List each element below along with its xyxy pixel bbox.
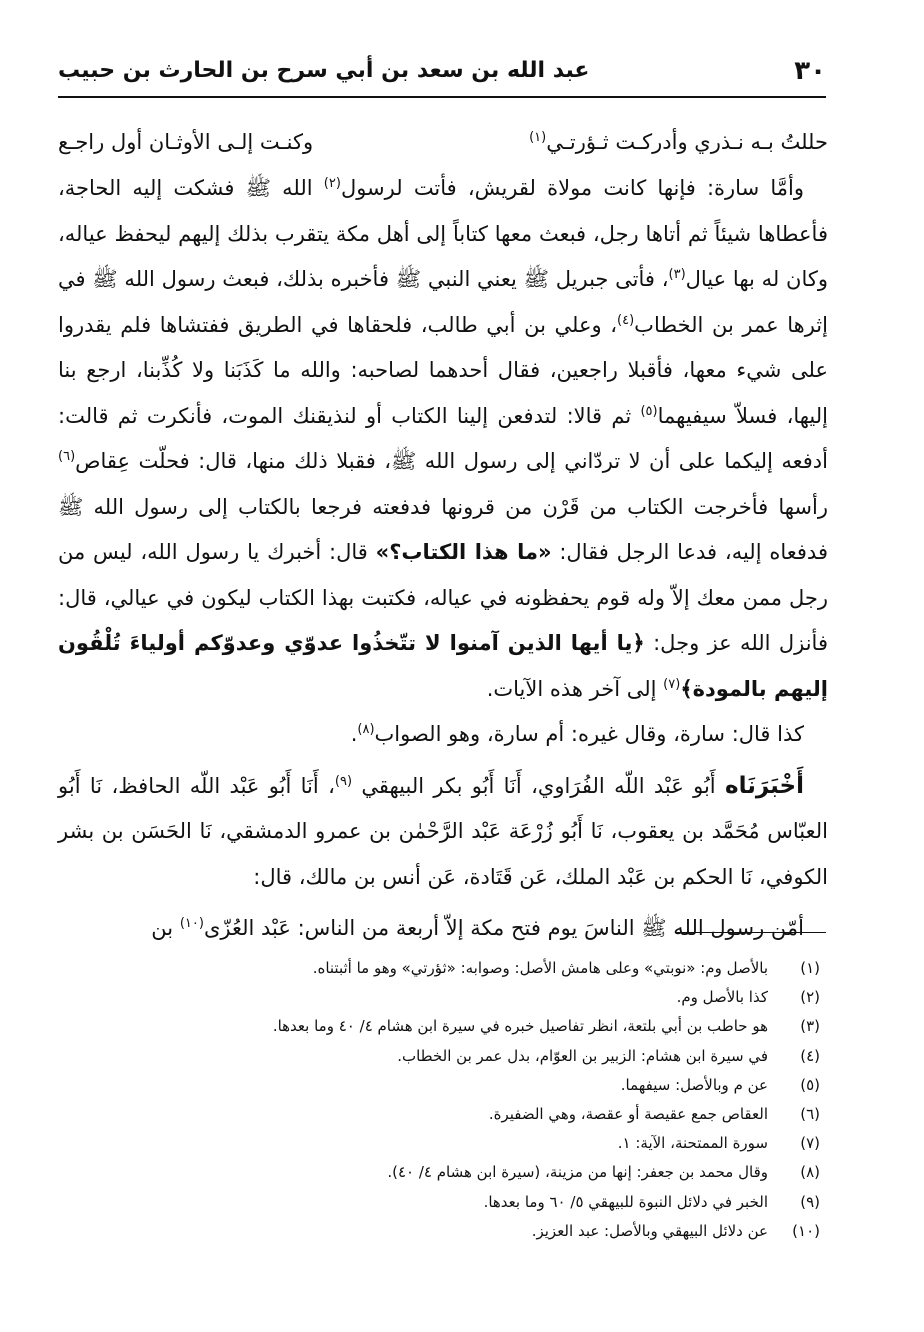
running-title: عبد الله بن سعد بن أبي سرح بن الحارث بن حبيب — [58, 58, 590, 83]
footnote-item — [120, 1012, 820, 1041]
footnote-number: (١٠) — [792, 1221, 820, 1240]
footnote-ref: (٣) — [668, 267, 686, 282]
footnote-ref: (٥) — [640, 403, 658, 419]
footnote-text: وقال محمد بن جعفر: إنها من مزينة، (سيرة ابن هشام ٤/ ٤٠). — [387, 1163, 768, 1182]
footnote-number: (٦) — [800, 1105, 820, 1124]
footnote-number: (٧) — [800, 1134, 820, 1153]
text-run: ، أَنَا أَبُو عَبْد اللّه الحافظ، نَا أَبُو العبّاس مُحَمَّد بن يعقوب، نَا أَبُو زُرْعَة عَبْد الرَّحْمٰن بن عمرو الدمشقي، نَا الحَسَن بن بشر الكوفي، نَا الحكم بن عَبْد الملك، عَن قَتَادة، عَن أنس بن مالك، قال: — [58, 773, 828, 889]
text-run: إلى آخر هذه الآيات. — [486, 676, 664, 701]
footnote-ref: (١) — [529, 130, 547, 145]
main-text — [58, 120, 828, 952]
footnote-item — [120, 954, 820, 983]
quran-verse: ﴿يا أيها الذين آمنوا لا تتّخذُوا عدوّي وعدوّكم أولياءَ تُلْقُون إليهم بالمودة﴾ — [58, 631, 828, 701]
footnote-ref: (٩) — [334, 773, 353, 789]
poem-first-hemistich — [529, 120, 828, 166]
text-run: أَبُو عَبْد اللّه الفُرَاوي، أَنَا أَبُو بكر البيهقي — [352, 773, 725, 798]
footnote-item — [120, 1129, 820, 1158]
footnote-ref: (١٠) — [179, 916, 204, 931]
footnote-text: العقاص جمع عقيصة أو عقصة، وهي الضفيرة. — [488, 1105, 768, 1124]
footnote-number: (٣) — [800, 1017, 820, 1036]
poem-second-hemistich: وكنـت إلـى الأوثـان أول راجـع — [58, 130, 314, 154]
paragraph-note-sara — [58, 712, 828, 758]
text-run: ، فأتى جبريل ﷺ يعني النبي ﷺ فأخبره بذلك، فبعث رسول الله ﷺ في إثرها عمر بن الخطاب — [58, 267, 828, 337]
text-run: أمّن رسول الله ﷺ الناسَ يوم فتح مكة إلاّ أربعة من الناس: عَبْد العُزّى — [203, 916, 804, 940]
footnote-text: بالأصل وم: «نوبتي» وعلى هامش الأصل: وصوابه: «ثؤرتي» وهو ما أثبتناه. — [312, 959, 768, 977]
footnote-text: الخبر في دلائل النبوة للبيهقي ٥/ ٦٠ وما بعدها. — [483, 1192, 768, 1211]
footnote-text: كذا بالأصل وم. — [676, 988, 768, 1007]
footnote-number: (٨) — [800, 1163, 820, 1182]
footnote-ref: (٢) — [323, 176, 341, 191]
paragraph-sara-story — [58, 166, 828, 712]
footnote-item — [120, 1100, 820, 1129]
footnote-text: هو حاطب بن أبي بلتعة، انظر تفاصيل خبره في سيرة ابن هشام ٤/ ٤٠ وما بعدها. — [272, 1017, 768, 1036]
footnote-number: (٩) — [800, 1192, 820, 1211]
footnote-ref: (٧) — [663, 676, 681, 692]
header-rule — [58, 96, 826, 98]
text-run: وأمَّا سارة: فإنها كانت مولاة لقريش، فأتت لرسول — [340, 176, 804, 200]
text-run: رأسها فأخرجت الكتاب من قَرْن من قرونها فدفعته فرجعا بالكتاب إلى رسول الله ﷺ فدفعاه إليه، فدعا الرجل فقال: — [58, 494, 828, 564]
text-run: كذا قال: سارة، وقال غيره: أم سارة، وهو الصواب — [374, 722, 804, 746]
footnote-item — [120, 1217, 820, 1246]
footnote-ref: (٨) — [357, 722, 375, 737]
footnote-item — [120, 1188, 820, 1217]
footnote-number: (٢) — [800, 988, 820, 1007]
paragraph-isnad — [58, 764, 828, 901]
poem-first-hemistich-text: حللتُ بـه نـذري وأدركـت ثـؤرتـي — [546, 130, 828, 154]
prophet-quote: «ما هذا الكتاب؟» — [375, 540, 552, 564]
footnote-text: سورة الممتحنة، الآية: ١. — [617, 1134, 768, 1153]
page-number: ٣٠ — [794, 56, 826, 86]
footnote-item — [120, 1158, 820, 1187]
footnote-separator — [676, 932, 826, 933]
text-run: الله ﷺ فشكت إليه الحاجة، فأعطاها شيئاً ثم أتاها رجل، فبعث معها كتاباً إلى أهل مكة يتقرب بذلك إليهم ليحفظ عياله، وكان له بها عيال — [58, 176, 828, 291]
footnote-item — [120, 983, 820, 1012]
text-run: ثم قالا: لتدفعن إلينا الكتاب أو لنذيقنك الموت، فأنكرت ثم قالت: أدفعه إليكما على أن لا تردّاني إلى رسول الله ﷺ، فقبلا ذلك منها، قال: فحلّت عِقاص — [58, 403, 828, 473]
text-run: بن — [151, 916, 180, 940]
paragraph-hadith — [58, 906, 828, 952]
poem-verse — [58, 120, 828, 166]
footnote-text: عن دلائل البيهقي وبالأصل: عبد العزيز. — [531, 1221, 768, 1240]
footnote-item — [120, 1042, 820, 1071]
text-run: قال: أخبرك يا رسول الله، ليس من رجل ممن معك إلاّ وله قوم يحفظونه في عياله، فكتبت بهذا الكتاب ليكون في عيالي، قال: فأنزل الله عز وجل: — [58, 540, 828, 655]
footnote-number: (٥) — [800, 1075, 820, 1094]
footnote-number: (١) — [800, 959, 820, 977]
text-run: . — [350, 722, 358, 746]
footnote-ref: (٤) — [617, 312, 635, 328]
footnote-number: (٤) — [800, 1046, 820, 1065]
footnote-text: في سيرة ابن هشام: الزبير بن العوّام، بدل عمر بن الخطاب. — [397, 1046, 768, 1065]
isnad-lead-word: أَخْبَرَنَاه — [725, 772, 805, 799]
footnotes — [120, 954, 820, 1246]
text-run: ، وعلي بن أبي طالب، فلحقاها في الطريق ففتشاها فلم يقدروا على شيء معها، فأقبلا راجعين، فقال أحدهما لصاحبه: والله ما كَذَبَنا ولا كُذِّبنا، ارجع بنا إليها، فسلاّ سيفيهما — [58, 312, 828, 428]
footnote-ref: (٦) — [58, 449, 76, 464]
footnote-item — [120, 1071, 820, 1100]
footnote-text: عن م وبالأصل: سيفهما. — [620, 1075, 768, 1094]
page-header — [58, 52, 826, 92]
